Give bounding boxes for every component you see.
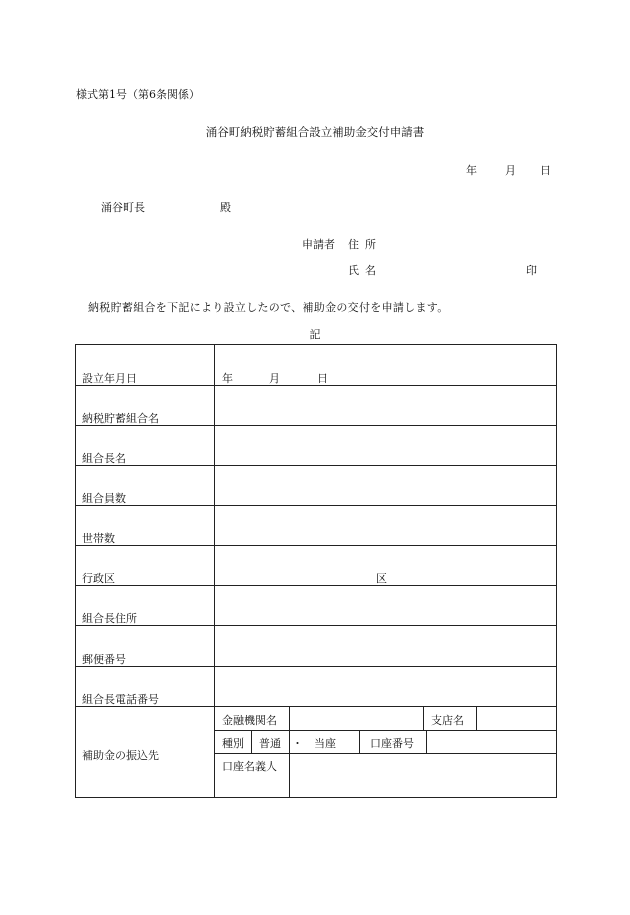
applicant-label: 申請者 xyxy=(302,238,335,251)
establish-month-label: 月 xyxy=(269,372,280,385)
table-row xyxy=(76,345,556,386)
bank-name-label: 金融機関名 xyxy=(222,714,277,727)
date-month-label: 月 xyxy=(505,164,516,177)
bank-branch-divider xyxy=(423,707,424,730)
date-day-label: 日 xyxy=(540,164,551,177)
table-row xyxy=(76,466,556,506)
date-year-label: 年 xyxy=(466,164,477,177)
table-row xyxy=(76,386,556,426)
union-head-name-label: 組合長名 xyxy=(82,452,126,465)
address-label: 住所 xyxy=(348,238,382,251)
account-number-label: 口座番号 xyxy=(370,737,414,750)
honorific: 殿 xyxy=(220,201,231,214)
application-table xyxy=(75,344,557,798)
account-holder-label: 口座名義人 xyxy=(222,760,277,773)
type-label-divider xyxy=(251,730,252,753)
table-row xyxy=(76,506,556,546)
establish-year-label: 年 xyxy=(222,372,233,385)
account-type-options: 普通 ・ 当座 xyxy=(259,737,336,750)
type-options-divider xyxy=(359,730,360,753)
district-suffix: 区 xyxy=(376,572,387,585)
postal-code-label: 郵便番号 xyxy=(82,653,126,666)
transfer-row-divider-2 xyxy=(214,753,557,754)
household-count-label: 世帯数 xyxy=(82,532,115,545)
establish-day-label: 日 xyxy=(317,372,328,385)
table-row xyxy=(76,667,556,707)
union-head-phone-label: 組合長電話番号 xyxy=(82,693,159,706)
addressee: 涌谷町長 xyxy=(101,201,145,214)
transfer-destination-label: 補助金の振込先 xyxy=(82,749,159,762)
account-number-divider xyxy=(426,730,427,753)
account-type-label: 種別 xyxy=(222,737,244,750)
table-row xyxy=(76,626,556,667)
name-label: 氏名 xyxy=(348,264,382,277)
ki-heading: 記 xyxy=(309,328,321,341)
application-statement: 納税貯蓄組合を下記により設立したので、補助金の交付を申請します。 xyxy=(88,301,449,314)
union-head-address-label: 組合長住所 xyxy=(82,612,137,625)
document-title: 涌谷町納税貯蓄組合設立補助金交付申請書 xyxy=(205,125,425,139)
branch-name-label: 支店名 xyxy=(431,714,464,727)
union-name-label: 納税貯蓄組合名 xyxy=(82,412,159,425)
form-number: 様式第1号（第6条関係） xyxy=(76,88,200,101)
table-row xyxy=(76,586,556,626)
table-row xyxy=(76,546,556,586)
seal-mark: 印 xyxy=(526,264,537,277)
transfer-row-divider-1 xyxy=(214,730,557,731)
table-row xyxy=(76,426,556,466)
member-count-label: 組合員数 xyxy=(82,492,126,505)
district-label: 行政区 xyxy=(82,572,115,585)
establish-date-label: 設立年月日 xyxy=(82,372,137,385)
branch-value-divider xyxy=(476,707,477,730)
